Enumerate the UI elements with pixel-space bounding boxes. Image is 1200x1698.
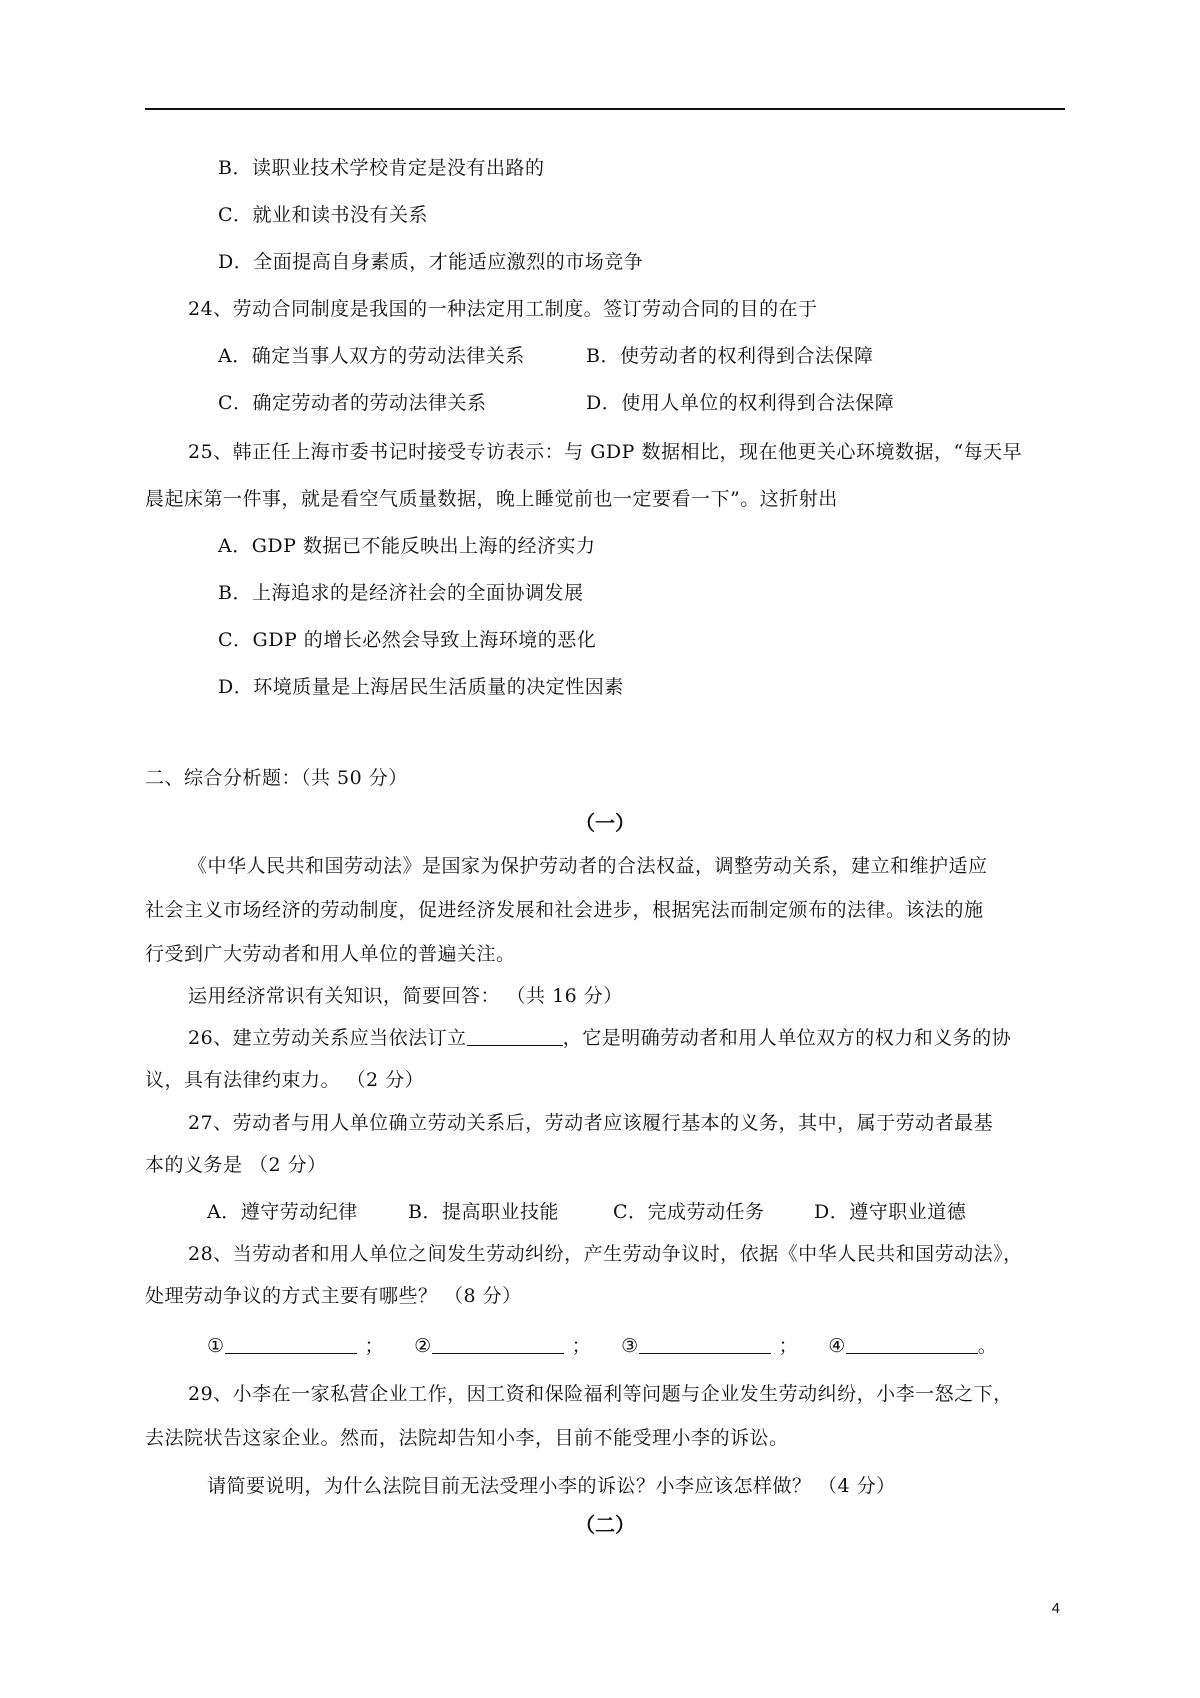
q26-answer-blank[interactable] bbox=[467, 1025, 563, 1046]
q28-end: 。 bbox=[977, 1335, 998, 1357]
q28-marker-3: ③ bbox=[621, 1335, 639, 1357]
q28-answer-blank-3[interactable] bbox=[639, 1333, 771, 1354]
part1-title: （一） bbox=[575, 811, 635, 835]
page-number: 4 bbox=[1051, 1600, 1060, 1617]
q26-text-part1: 26、建立劳动关系应当依法订立 bbox=[188, 1027, 467, 1049]
header-rule bbox=[145, 108, 1065, 110]
para-line1: 《中华人民共和国劳动法》是国家为保护劳动者的合法权益，调整劳动关系，建立和维护适应 bbox=[188, 855, 988, 877]
q28-separator: ； bbox=[364, 1335, 385, 1357]
q28-marker-2: ② bbox=[414, 1335, 432, 1357]
q24-option-c: C．确定劳动者的劳动法律关系 bbox=[218, 392, 487, 414]
para-line2: 社会主义市场经济的劳动制度，促进经济发展和社会进步，根据宪法而制定颁布的法律。该法的施 bbox=[145, 899, 984, 921]
q27-option-d: D．遵守职业道德 bbox=[814, 1201, 967, 1223]
q28-line2: 处理劳动争议的方式主要有哪些？ （8 分） bbox=[145, 1285, 522, 1307]
q27-option-c: C．完成劳动任务 bbox=[613, 1201, 765, 1223]
instruction: 运用经济常识有关知识，简要回答： （共 16 分） bbox=[188, 985, 623, 1007]
q24-option-a: A．确定当事人双方的劳动法律关系 bbox=[218, 345, 525, 367]
q25-stem-line2: 晨起床第一件事，就是看空气质量数据，晚上睡觉前也一定要看一下”。这折射出 bbox=[145, 488, 838, 510]
q24-stem: 24、劳动合同制度是我国的一种法定用工制度。签订劳动合同的目的在于 bbox=[188, 298, 818, 320]
q23-option-c: C．就业和读书没有关系 bbox=[218, 204, 429, 226]
q28-answer-row bbox=[207, 1333, 997, 1359]
q26-line1 bbox=[188, 1025, 1011, 1051]
q28-separator: ； bbox=[778, 1335, 799, 1357]
q27-line2: 本的义务是 （2 分） bbox=[145, 1154, 327, 1176]
q23-option-d: D．全面提高自身素质，才能适应激烈的市场竞争 bbox=[218, 251, 644, 273]
q28-answer-blank-1[interactable] bbox=[225, 1333, 357, 1354]
q29-ask: 请简要说明，为什么法院目前无法受理小李的诉讼？小李应该怎样做？ （4 分） bbox=[207, 1475, 896, 1497]
part2-title: （二） bbox=[575, 1513, 635, 1537]
q28-answer-blank-2[interactable] bbox=[432, 1333, 564, 1354]
section2-heading: 二、综合分析题：（共 50 分） bbox=[145, 767, 408, 789]
q28-line1: 28、当劳动者和用人单位之间发生劳动纠纷，产生劳动争议时，依据《中华人民共和国劳动法》， bbox=[188, 1243, 1023, 1265]
q28-marker-4: ④ bbox=[828, 1335, 846, 1357]
q25-option-a: A．GDP 数据已不能反映出上海的经济实力 bbox=[218, 535, 596, 557]
q27-option-a: A．遵守劳动纪律 bbox=[207, 1201, 358, 1223]
q28-answer-blank-4[interactable] bbox=[846, 1333, 978, 1354]
q29-line1: 29、小李在一家私营企业工作，因工资和保险福利等问题与企业发生劳动纠纷，小李一怒之下， bbox=[188, 1383, 1013, 1405]
q24-option-d: D．使用人单位的权利得到合法保障 bbox=[586, 392, 895, 414]
q23-option-b: B．读职业技术学校肯定是没有出路的 bbox=[218, 157, 545, 179]
q25-option-c: C．GDP 的增长必然会导致上海环境的恶化 bbox=[218, 629, 597, 651]
q26-line2: 议，具有法律约束力。 （2 分） bbox=[145, 1069, 425, 1091]
q27-option-b: B．提高职业技能 bbox=[408, 1201, 559, 1223]
q27-line1: 27、劳动者与用人单位确立劳动关系后，劳动者应该履行基本的义务，其中，属于劳动者最基 bbox=[188, 1112, 994, 1134]
para-line3: 行受到广大劳动者和用人单位的普遍关注。 bbox=[145, 943, 516, 965]
q24-option-b: B．使劳动者的权利得到合法保障 bbox=[586, 345, 874, 367]
q25-stem-line1: 25、韩正任上海市委书记时接受专访表示：与 GDP 数据相比，现在他更关心环境数据，“每天早 bbox=[188, 441, 1023, 463]
q28-marker-1: ① bbox=[207, 1335, 225, 1357]
q28-separator: ； bbox=[571, 1335, 592, 1357]
q29-line2: 去法院状告这家企业。然而，法院却告知小李，目前不能受理小李的诉讼。 bbox=[145, 1427, 789, 1449]
q25-option-d: D．环境质量是上海居民生活质量的决定性因素 bbox=[218, 676, 624, 698]
q26-text-part2: ，它是明确劳动者和用人单位双方的权力和义务的协 bbox=[562, 1027, 1012, 1049]
q25-option-b: B．上海追求的是经济社会的全面协调发展 bbox=[218, 582, 584, 604]
